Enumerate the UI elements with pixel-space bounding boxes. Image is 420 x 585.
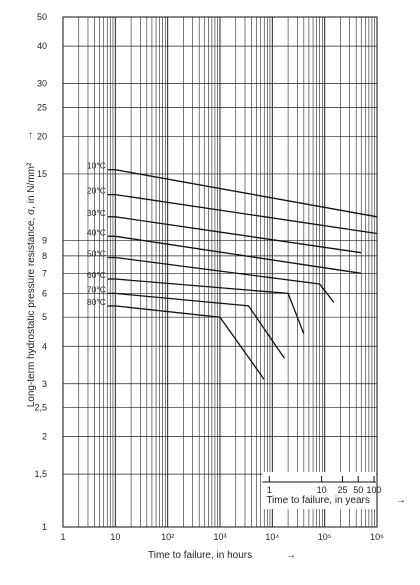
- y-tick-label: 6: [41, 288, 47, 299]
- x-tick-label: 10³: [213, 532, 227, 542]
- years-axis-title: Time to failure, in years: [266, 495, 370, 506]
- years-axis-arrow-icon: →: [396, 495, 406, 506]
- y-tick-label: 8: [41, 250, 47, 261]
- y-tick-label: 30: [36, 78, 47, 89]
- y-axis-arrow-icon: ↑: [28, 130, 33, 141]
- series-label: 60°C: [86, 270, 106, 281]
- series-label: 20°C: [86, 185, 106, 196]
- y-tick-label: 3: [41, 378, 47, 389]
- x-axis-arrow-icon: →: [286, 550, 296, 561]
- series-label: 80°C: [86, 296, 106, 307]
- series-label: 50°C: [86, 248, 106, 259]
- y-tick-label: 2: [41, 431, 47, 442]
- years-tick-label: 100: [366, 485, 382, 495]
- y-tick-label: 40: [36, 41, 47, 52]
- series-lines: [108, 170, 377, 380]
- series-label: 40°C: [86, 227, 106, 238]
- x-tick-label: 10⁶: [370, 532, 384, 542]
- series-labels: [87, 161, 106, 307]
- x-axis-title: Time to failure, in hours: [148, 550, 253, 561]
- series-label: 10°C: [86, 160, 106, 171]
- x-tick-label: 10: [110, 532, 121, 542]
- y-tick-label: 50: [36, 12, 47, 22]
- y-tick-label: 7: [41, 268, 47, 279]
- y-tick-label: 2,5: [34, 402, 47, 413]
- series-line: [115, 293, 284, 358]
- y-axis-title: Long-term hydrostatic pressure resistance, σ, in N/mm²: [26, 162, 37, 408]
- x-tick-label: 1: [60, 532, 66, 542]
- years-axis: [262, 472, 406, 509]
- y-tick-label: 4: [41, 341, 47, 352]
- series-label: 30°C: [86, 207, 106, 218]
- x-tick-labels: [60, 532, 384, 542]
- series-line: [115, 195, 377, 234]
- years-tick-label: 50: [353, 485, 364, 495]
- x-tick-label: 10⁵: [317, 532, 332, 542]
- years-tick-label: 1: [266, 485, 272, 495]
- x-tick-label: 10²: [161, 532, 175, 542]
- y-tick-label: 9: [41, 235, 47, 246]
- series-label: 70°C: [86, 284, 106, 295]
- y-tick-label: 1,5: [34, 469, 47, 480]
- y-tick-label: 15: [36, 168, 47, 179]
- series-line: [115, 170, 377, 217]
- grid: [63, 17, 377, 527]
- series-line: [115, 279, 303, 334]
- y-tick-label: 25: [36, 102, 47, 113]
- x-tick-label: 10⁴: [265, 532, 280, 542]
- y-tick-label: 20: [36, 131, 47, 142]
- years-tick-label: 25: [337, 485, 348, 495]
- years-tick-label: 10: [316, 485, 327, 495]
- y-tick-label: 1: [41, 522, 47, 532]
- y-tick-label: 5: [41, 312, 47, 323]
